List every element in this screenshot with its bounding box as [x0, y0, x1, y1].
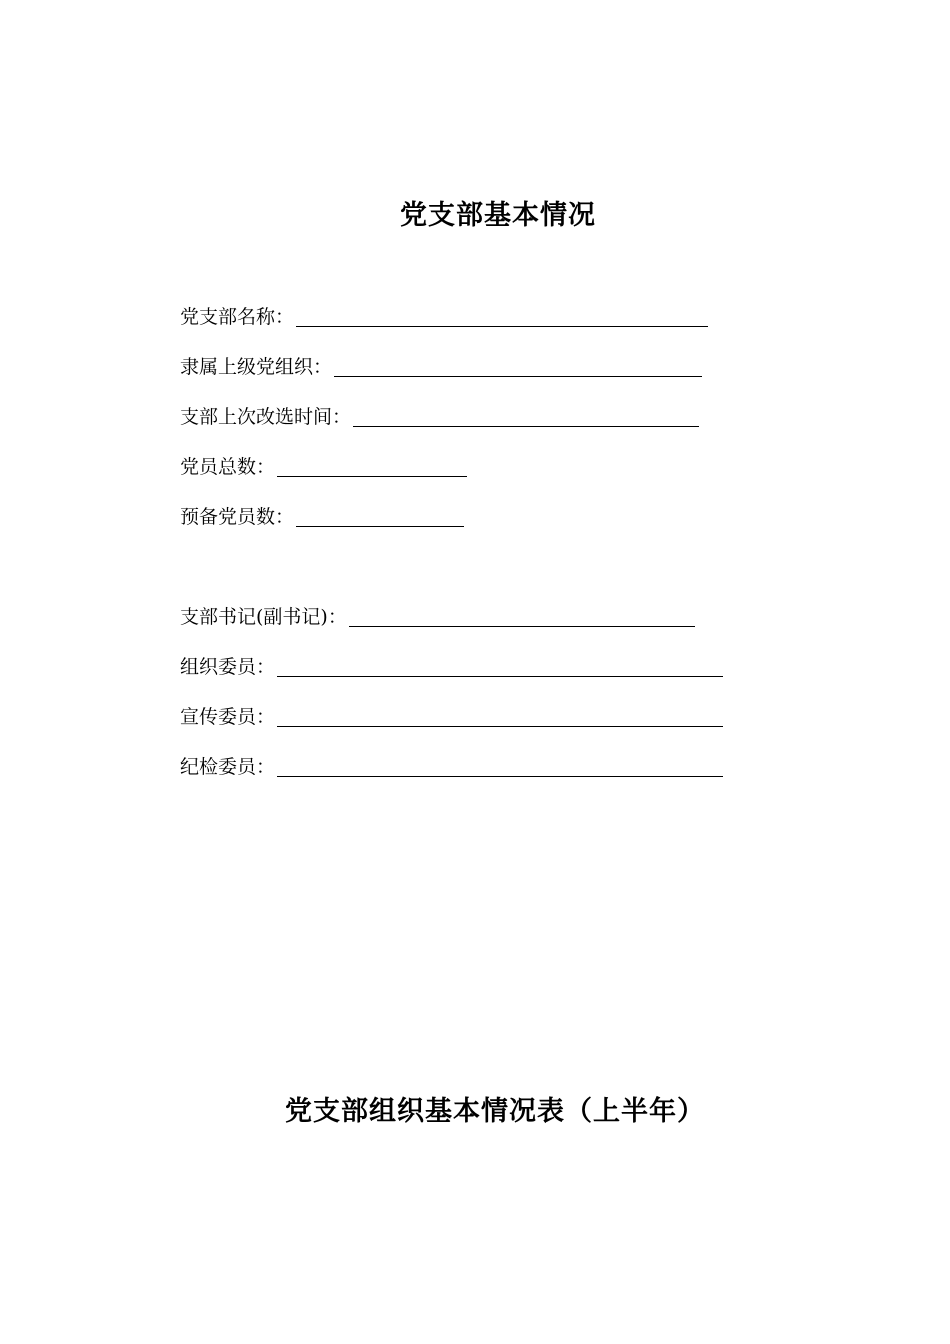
field-branch-secretary: [180, 600, 695, 630]
field-label: 支部书记(副书记)：: [180, 606, 347, 628]
section-title: 党支部组织基本情况表（上半年）: [285, 1096, 705, 1127]
field-label: 党员总数：: [180, 456, 276, 478]
field-publicity-committee: [180, 700, 723, 730]
field-label: 组织委员：: [180, 656, 276, 678]
field-label: 预备党员数：: [180, 506, 295, 528]
field-organization-committee: [180, 650, 723, 680]
page-title: 党支部基本情况: [400, 200, 596, 231]
field-parent-organization: [180, 350, 702, 380]
fill-in-line[interactable]: [277, 706, 723, 727]
field-label: 纪检委员：: [180, 756, 276, 778]
field-label: 党支部名称：: [180, 306, 295, 328]
field-branch-name: [180, 300, 708, 330]
field-probationary-members: [180, 500, 464, 530]
field-label: 隶属上级党组织：: [180, 356, 333, 378]
fill-in-line[interactable]: [277, 756, 723, 777]
fill-in-line[interactable]: [277, 456, 467, 477]
fill-in-line[interactable]: [296, 306, 708, 327]
field-discipline-committee: [180, 750, 723, 780]
fill-in-line[interactable]: [334, 356, 702, 377]
fill-in-line[interactable]: [296, 506, 464, 527]
fill-in-line[interactable]: [349, 606, 695, 627]
field-total-members: [180, 450, 467, 480]
field-label: 宣传委员：: [180, 706, 276, 728]
basic-info-form: [180, 0, 780, 800]
fill-in-line[interactable]: [277, 656, 723, 677]
field-label: 支部上次改选时间：: [180, 406, 352, 428]
field-last-election-date: [180, 400, 699, 430]
fill-in-line[interactable]: [353, 406, 699, 427]
